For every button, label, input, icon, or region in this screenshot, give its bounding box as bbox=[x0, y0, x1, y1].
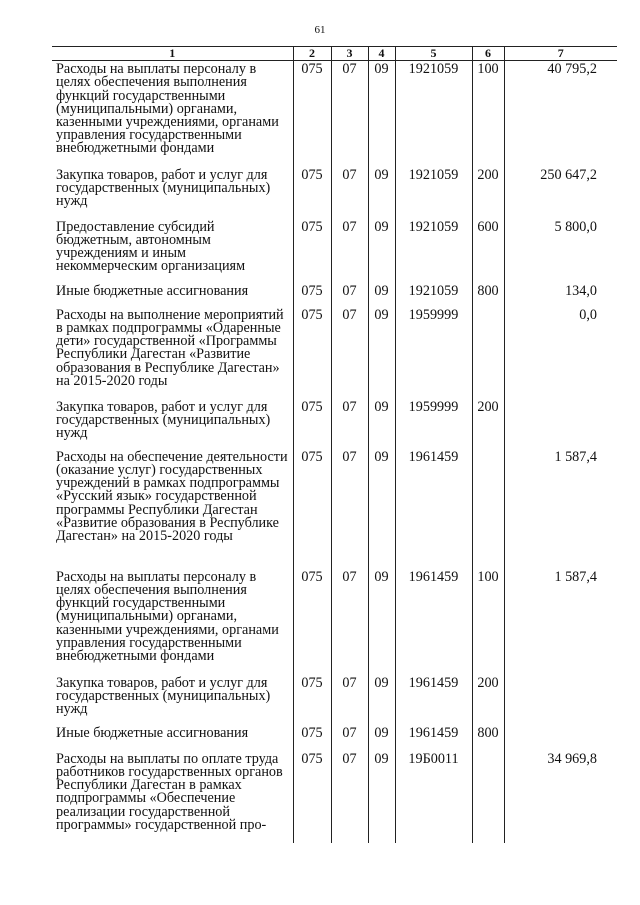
expense-type-code: 100 bbox=[472, 569, 504, 675]
target-article-code: 1961459 bbox=[395, 569, 472, 675]
section-code: 07 bbox=[331, 449, 368, 569]
expense-description: Иные бюджетные ассигнования bbox=[56, 724, 249, 741]
target-article-code: 1921059 bbox=[395, 283, 472, 307]
expense-description: Расходы на выполнение мероприятий в рамках подпрограммы «Одаренные дети» государственной «Программы Республики Дагестан «Развитие образования в Республике Дагестан» на 2015-2020 годы bbox=[56, 306, 284, 389]
table-row bbox=[52, 449, 617, 569]
budget-table bbox=[52, 46, 617, 843]
target-article-code: 1921059 bbox=[395, 167, 472, 219]
target-article-code: 1921059 bbox=[395, 61, 472, 167]
subsection-code: 09 bbox=[368, 675, 395, 725]
subsection-code: 09 bbox=[368, 219, 395, 283]
section-code: 07 bbox=[331, 675, 368, 725]
ministry-code: 075 bbox=[293, 61, 331, 167]
expense-description: Закупка товаров, работ и услуг для государственных (муниципальных) нужд bbox=[56, 674, 271, 718]
ministry-code: 075 bbox=[293, 569, 331, 675]
amount: 1 587,4 bbox=[504, 569, 617, 675]
expense-description: Иные бюджетные ассигнования bbox=[56, 282, 249, 299]
subsection-code: 09 bbox=[368, 283, 395, 307]
subsection-code: 09 bbox=[368, 449, 395, 569]
column-header: 2 bbox=[293, 47, 331, 61]
section-code: 07 bbox=[331, 569, 368, 675]
section-code: 07 bbox=[331, 61, 368, 167]
expense-type-code: 600 bbox=[472, 219, 504, 283]
target-article-code: 1961459 bbox=[395, 725, 472, 751]
amount bbox=[504, 725, 617, 751]
column-header: 4 bbox=[368, 47, 395, 61]
amount: 250 647,2 bbox=[504, 167, 617, 219]
target-article-code: 1959999 bbox=[395, 399, 472, 449]
amount: 0,0 bbox=[504, 307, 617, 399]
page-number: 61 bbox=[314, 24, 326, 36]
ministry-code: 075 bbox=[293, 449, 331, 569]
table-row bbox=[52, 751, 617, 843]
ministry-code: 075 bbox=[293, 725, 331, 751]
section-code: 07 bbox=[331, 307, 368, 399]
column-header: 1 bbox=[52, 47, 293, 61]
subsection-code: 09 bbox=[368, 61, 395, 167]
target-article-code: 1961459 bbox=[395, 449, 472, 569]
section-code: 07 bbox=[331, 167, 368, 219]
expense-type-code bbox=[472, 307, 504, 399]
expense-description: Закупка товаров, работ и услуг для государственных (муниципальных) нужд bbox=[56, 166, 271, 210]
expense-type-code: 800 bbox=[472, 283, 504, 307]
expense-type-code bbox=[472, 751, 504, 843]
ministry-code: 075 bbox=[293, 675, 331, 725]
table-row bbox=[52, 283, 617, 307]
table-row bbox=[52, 725, 617, 751]
amount: 5 800,0 bbox=[504, 219, 617, 283]
expense-type-code bbox=[472, 449, 504, 569]
amount bbox=[504, 399, 617, 449]
ministry-code: 075 bbox=[293, 219, 331, 283]
amount: 40 795,2 bbox=[504, 61, 617, 167]
section-code: 07 bbox=[331, 751, 368, 843]
column-header: 7 bbox=[504, 47, 617, 61]
section-code: 07 bbox=[331, 219, 368, 283]
target-article-code: 19Б0011 bbox=[395, 751, 472, 843]
table-row bbox=[52, 219, 617, 283]
column-header: 3 bbox=[331, 47, 368, 61]
table-row bbox=[52, 167, 617, 219]
ministry-code: 075 bbox=[293, 167, 331, 219]
table-row bbox=[52, 399, 617, 449]
section-code: 07 bbox=[331, 725, 368, 751]
expense-type-code: 100 bbox=[472, 61, 504, 167]
expense-type-code: 800 bbox=[472, 725, 504, 751]
table-header-row bbox=[52, 47, 617, 61]
ministry-code: 075 bbox=[293, 399, 331, 449]
expense-description: Закупка товаров, работ и услуг для государственных (муниципальных) нужд bbox=[56, 398, 271, 442]
table-row bbox=[52, 307, 617, 399]
section-code: 07 bbox=[331, 399, 368, 449]
amount bbox=[504, 675, 617, 725]
subsection-code: 09 bbox=[368, 307, 395, 399]
expense-type-code: 200 bbox=[472, 167, 504, 219]
ministry-code: 075 bbox=[293, 307, 331, 399]
ministry-code: 075 bbox=[293, 751, 331, 843]
subsection-code: 09 bbox=[368, 751, 395, 843]
ministry-code: 075 bbox=[293, 283, 331, 307]
expense-description: Предоставление субсидий бюджетным, автономным учреждениям и иным некоммерческим организациям bbox=[56, 218, 246, 275]
amount: 1 587,4 bbox=[504, 449, 617, 569]
target-article-code: 1959999 bbox=[395, 307, 472, 399]
amount: 34 969,8 bbox=[504, 751, 617, 843]
table-row bbox=[52, 675, 617, 725]
target-article-code: 1961459 bbox=[395, 675, 472, 725]
table-row bbox=[52, 61, 617, 167]
subsection-code: 09 bbox=[368, 725, 395, 751]
table-row bbox=[52, 569, 617, 675]
expense-type-code: 200 bbox=[472, 399, 504, 449]
target-article-code: 1921059 bbox=[395, 219, 472, 283]
expense-description: Расходы на выплаты персоналу в целях обеспечения выполнения функций государственными (муниципальными) органами, казенными учреждениями, органами управления государственными внебюджетными фондами bbox=[56, 61, 279, 157]
expense-type-code: 200 bbox=[472, 675, 504, 725]
section-code: 07 bbox=[331, 283, 368, 307]
subsection-code: 09 bbox=[368, 399, 395, 449]
subsection-code: 09 bbox=[368, 569, 395, 675]
subsection-code: 09 bbox=[368, 167, 395, 219]
column-header: 5 bbox=[395, 47, 472, 61]
expense-description: Расходы на обеспечение деятельности (оказание услуг) государственных учреждений в рамках подпрограммы «Русский язык» государственной программы Республики Дагестан «Развитие образования в Республике Дагестан» на 2015-2020 годы bbox=[56, 448, 288, 544]
expense-description: Расходы на выплаты персоналу в целях обеспечения выполнения функций государственными (муниципальными) органами, казенными учреждениями, органами управления государственными внебюджетными фондами bbox=[56, 568, 279, 664]
amount: 134,0 bbox=[504, 283, 617, 307]
expense-description: Расходы на выплаты по оплате труда работников государственных органов Республики Дагестан в рамках подпрограммы «Обеспечение реализации государственной программы» государственной про- bbox=[56, 750, 283, 833]
column-header: 6 bbox=[472, 47, 504, 61]
